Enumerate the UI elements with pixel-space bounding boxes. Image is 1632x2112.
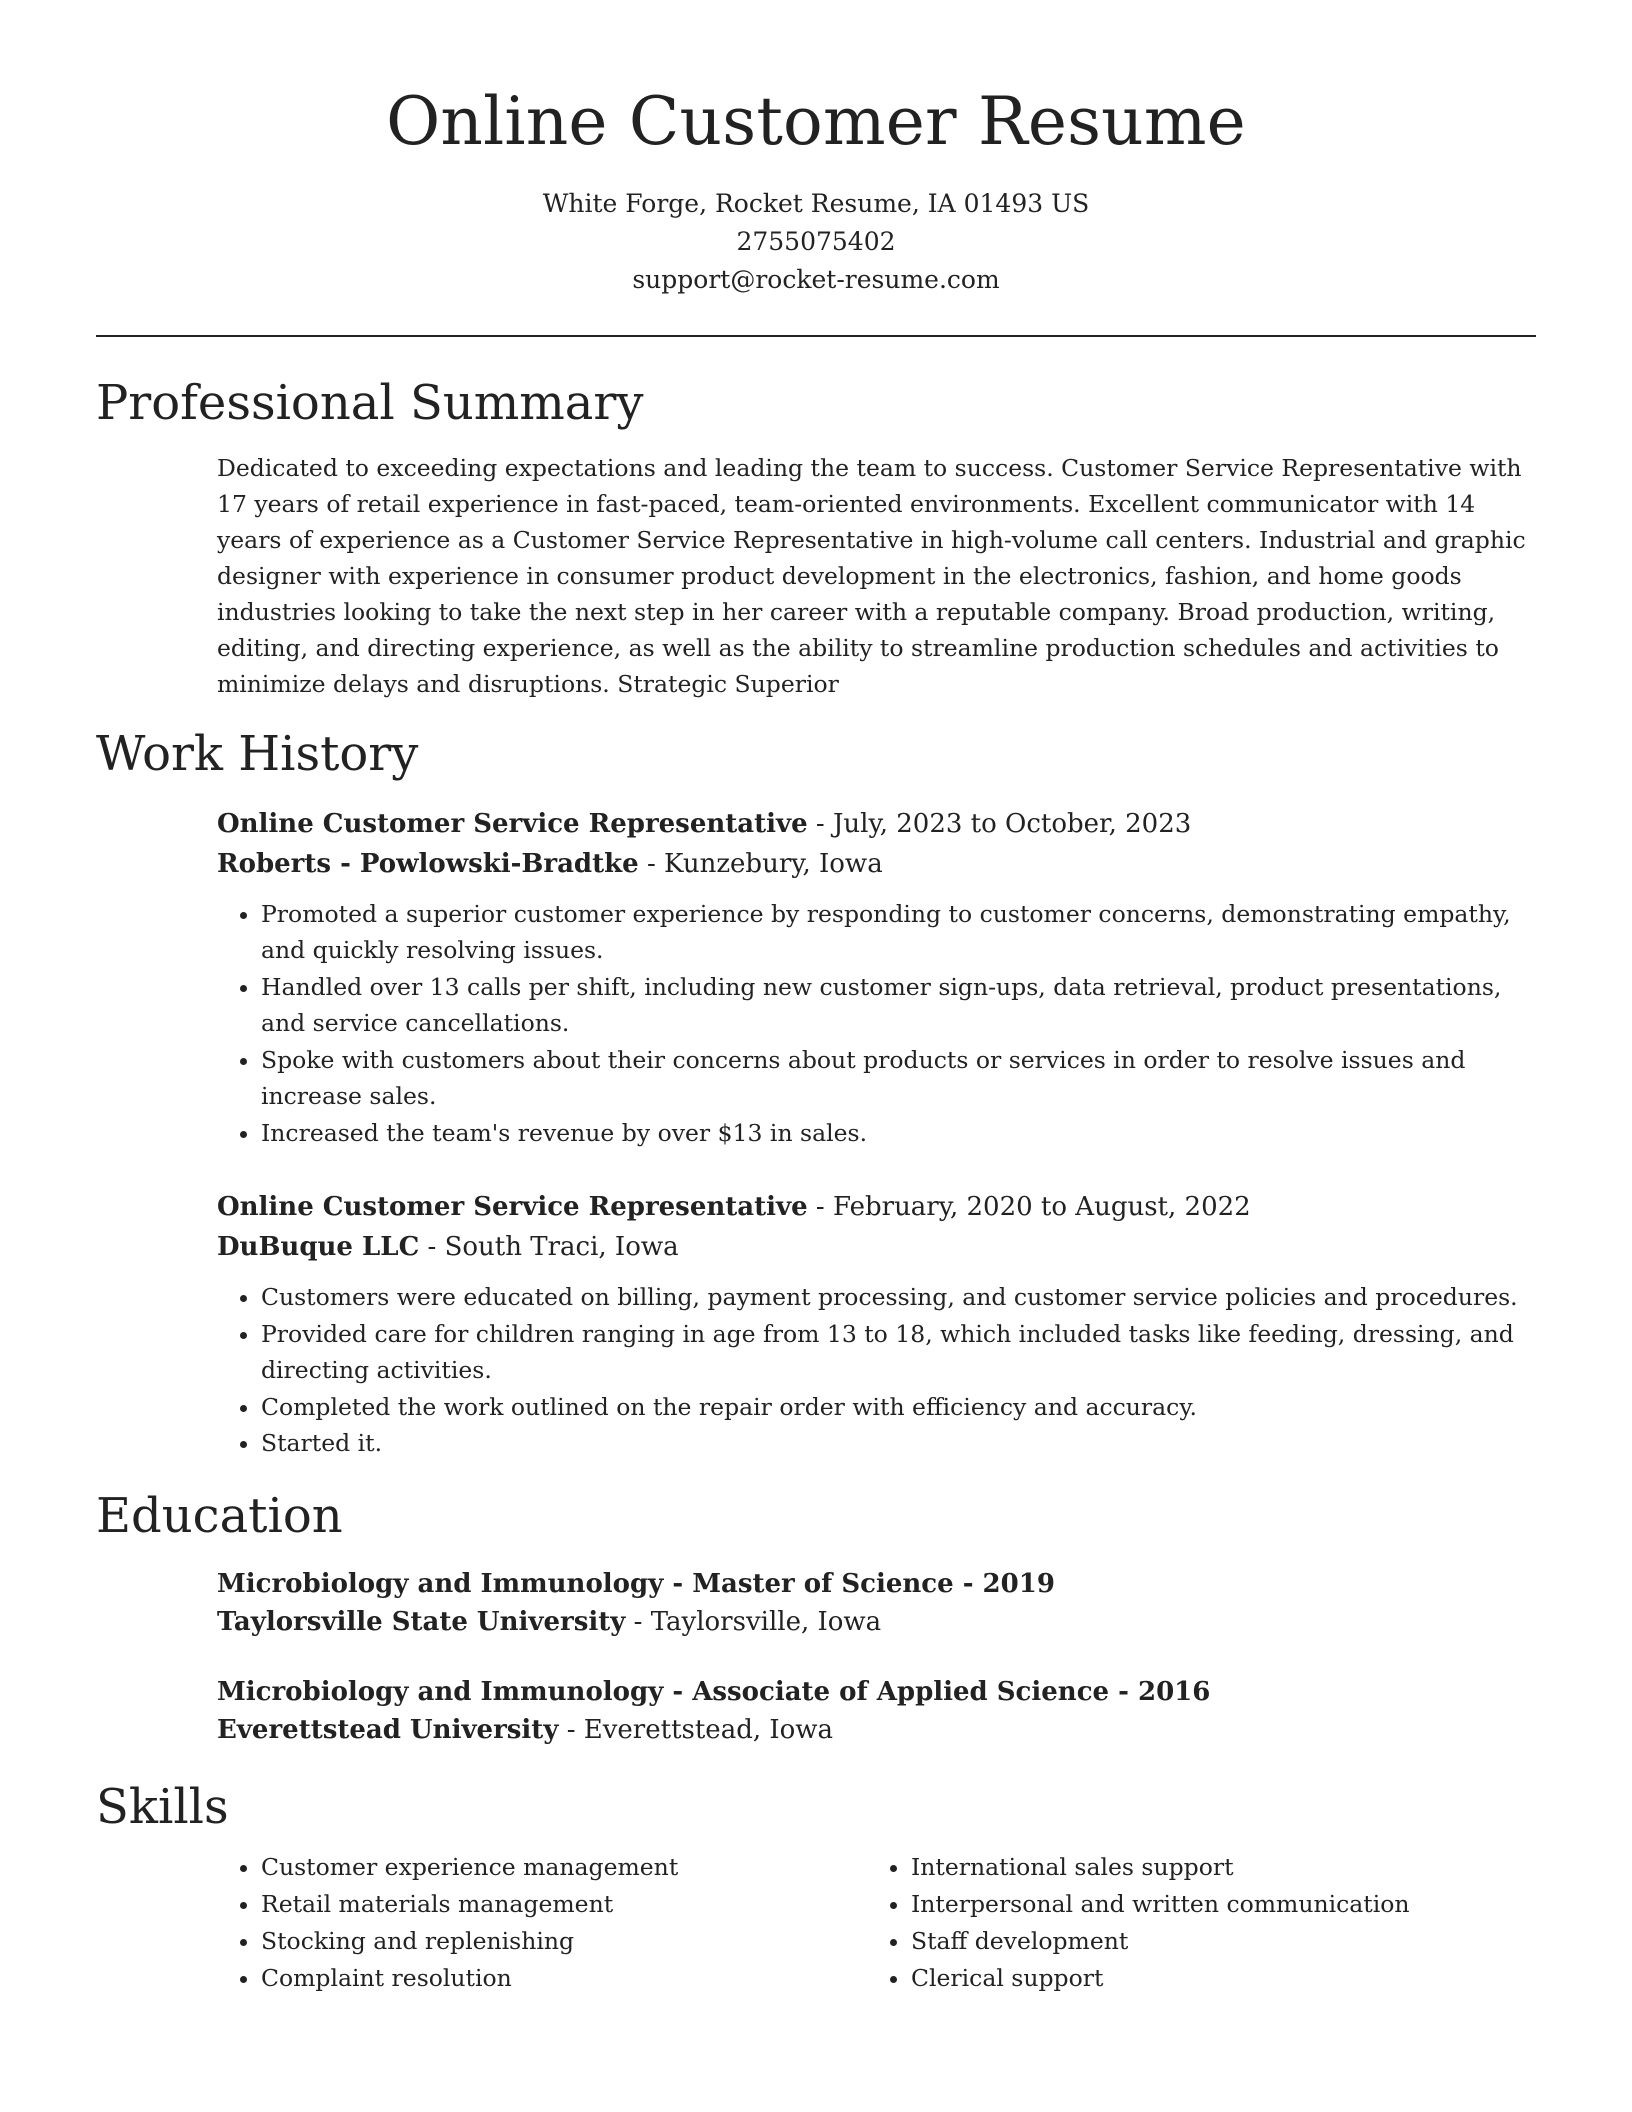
- job-company-line: [217, 1227, 1536, 1267]
- job-bullet: • Spoke with customers about their concerns about products or services in order to resolve issues and increase sales.: [261, 1042, 1536, 1115]
- school-name: Taylorsville State University: [217, 1607, 626, 1638]
- job-bullet: • Increased the team's revenue by over $13 in sales.: [261, 1115, 1536, 1152]
- job-bullets: [217, 896, 1536, 1152]
- job-company: Roberts - Powlowski-Bradtke: [217, 848, 639, 879]
- school-location: - Everettstead, Iowa: [558, 1715, 834, 1746]
- job-role: Online Customer Service Representative: [217, 1192, 808, 1223]
- work-history-heading: Work History: [96, 726, 419, 783]
- skill-item: • Staff development: [911, 1923, 1507, 1960]
- job-bullet: • Customers were educated on billing, payment processing, and customer service policies and procedures.: [261, 1279, 1536, 1316]
- job-bullets: [217, 1279, 1536, 1462]
- school-name: Everettstead University: [217, 1715, 559, 1746]
- job-dates: - July, 2023 to October, 2023: [807, 808, 1192, 839]
- summary-text: Dedicated to exceeding expectations and leading the team to success. Customer Service Representative with 17 years of retail experience in fast-paced, team-oriented environments. Excellent communicator with 14 years of experience as a Customer Service Representative in high-volume call centers. Industrial and graphic designer with experience in consumer product development in the electronics, fashion, and home goods industries looking to take the next step in her career with a reputable company. Broad production, writing, editing, and directing experience, as well as the ability to streamline production schedules and activities to minimize delays and disruptions. Strategic Superior: [217, 454, 1526, 699]
- skills-grid: [217, 1849, 1536, 1997]
- skill-item: • Clerical support: [911, 1960, 1507, 1997]
- job-company-line: [217, 844, 1536, 884]
- school-location: - Taylorsville, Iowa: [625, 1607, 882, 1638]
- contact-phone: 2755075402: [736, 226, 896, 256]
- job-title-line: [217, 1187, 1536, 1227]
- skill-item: • Complaint resolution: [261, 1960, 867, 1997]
- skill-item: • Stocking and replenishing: [261, 1923, 867, 1960]
- job-entry: [217, 1187, 1536, 1462]
- job-bullet: • Completed the work outlined on the repair order with efficiency and accuracy.: [261, 1389, 1536, 1426]
- job-bullet: • Started it.: [261, 1425, 1536, 1462]
- skills-column-left: [217, 1849, 867, 1997]
- summary-heading: Professional Summary: [96, 374, 644, 431]
- job-bullet: • Promoted a superior customer experience by responding to customer concerns, demonstrating empathy, and quickly resolving issues.: [261, 896, 1536, 969]
- job-title-line: [217, 804, 1536, 844]
- education-entry: [217, 1565, 1536, 1641]
- education-entry: [217, 1673, 1536, 1749]
- school-line: [217, 1603, 1536, 1641]
- contact-email: support@rocket-resume.com: [632, 264, 1000, 294]
- education-heading: Education: [96, 1487, 343, 1544]
- job-company: DuBuque LLC: [217, 1232, 420, 1263]
- job-location: - South Traci, Iowa: [419, 1232, 679, 1263]
- job-role: Online Customer Service Representative: [217, 808, 808, 839]
- job-bullet: • Handled over 13 calls per shift, including new customer sign-ups, data retrieval, product presentations, and service cancellations.: [261, 969, 1536, 1042]
- header-divider: [96, 335, 1536, 337]
- contact-address: White Forge, Rocket Resume, IA 01493 US: [542, 188, 1090, 218]
- skills-heading: Skills: [96, 1779, 229, 1836]
- job-entry: [217, 804, 1536, 1152]
- school-line: [217, 1711, 1536, 1749]
- skill-item: • Retail materials management: [261, 1886, 867, 1923]
- candidate-name: Online Customer Resume: [386, 83, 1246, 160]
- job-location: - Kunzebury, Iowa: [638, 848, 883, 879]
- job-dates: - February, 2020 to August, 2022: [807, 1192, 1251, 1223]
- job-bullet: • Provided care for children ranging in age from 13 to 18, which included tasks like feeding, dressing, and directing activities.: [261, 1316, 1536, 1389]
- skill-item: • International sales support: [911, 1849, 1507, 1886]
- skill-item: • Interpersonal and written communication: [911, 1886, 1507, 1923]
- degree-line: Microbiology and Immunology - Master of Science - 2019: [217, 1569, 1055, 1600]
- contact-block: [96, 185, 1536, 299]
- skills-column-right: [867, 1849, 1507, 1997]
- degree-line: Microbiology and Immunology - Associate of Applied Science - 2016: [217, 1677, 1211, 1708]
- resume-header: [96, 0, 1536, 299]
- skill-item: • Customer experience management: [261, 1849, 867, 1886]
